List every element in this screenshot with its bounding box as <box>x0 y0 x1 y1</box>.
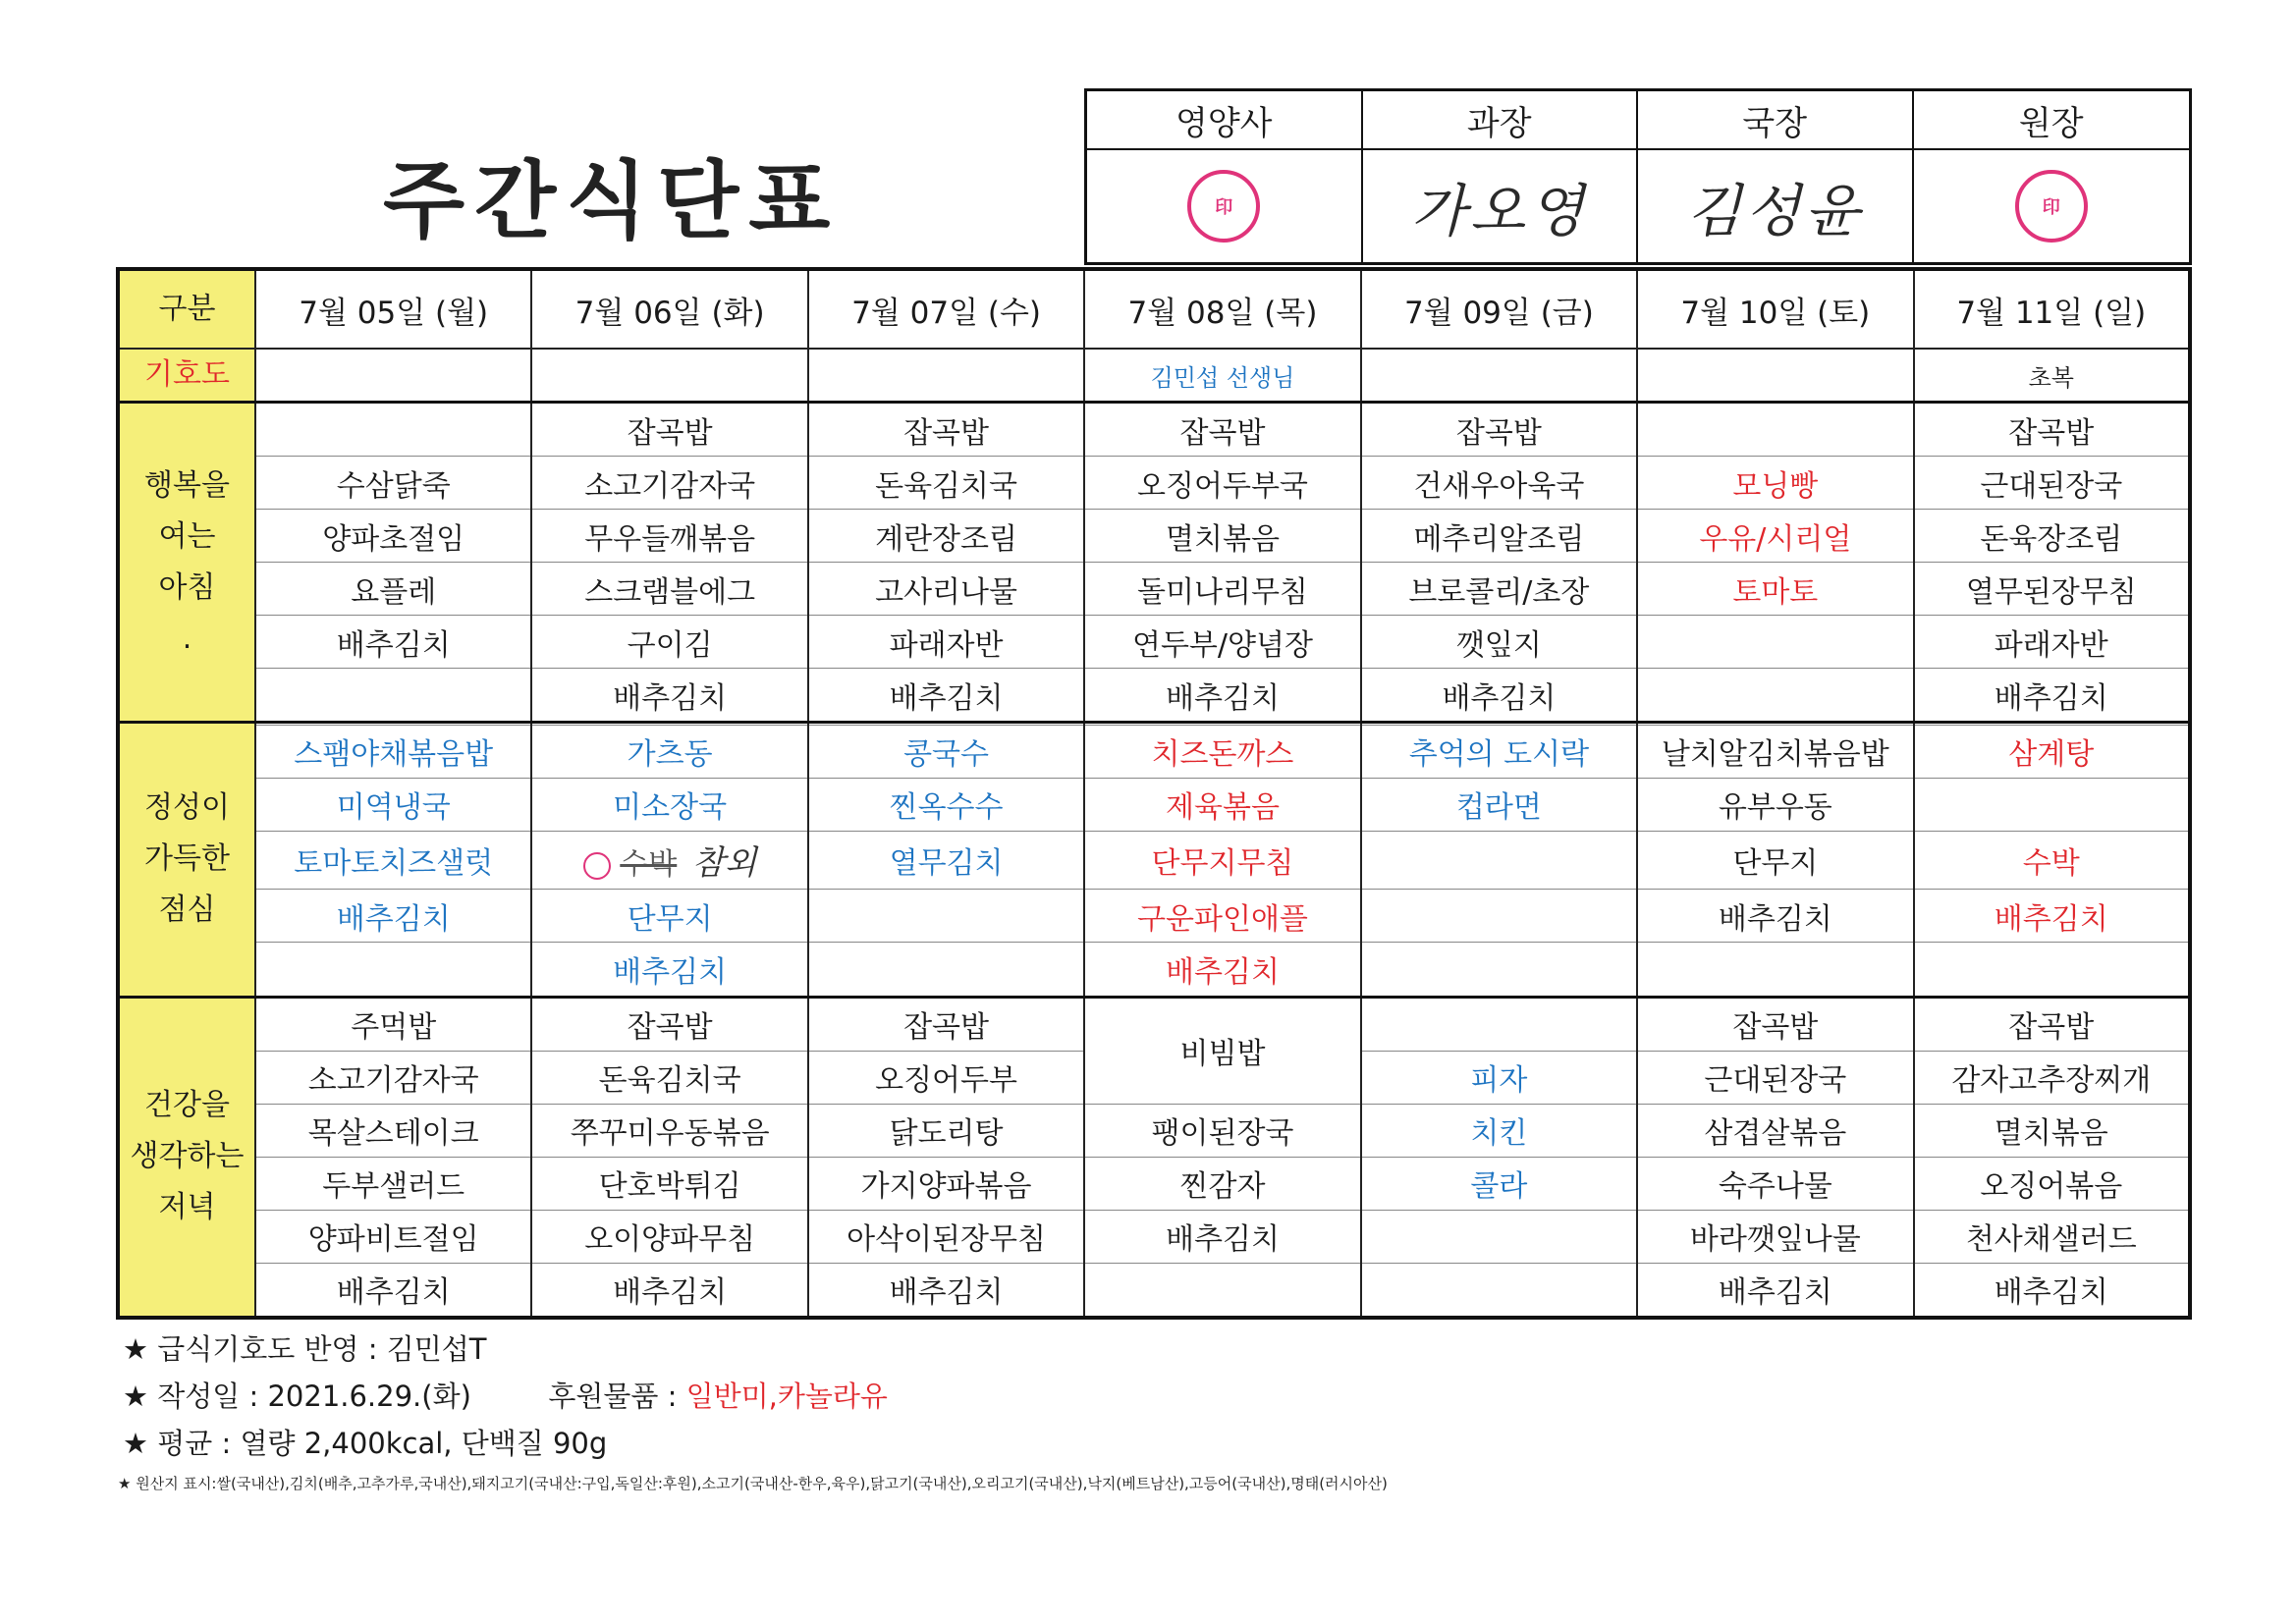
menu-cell: 단무지 <box>531 890 807 943</box>
menu-cell: 배추김치 <box>1914 669 2190 723</box>
menu-cell: 찐옥수수 <box>808 778 1084 831</box>
approval-box <box>1084 88 2192 265</box>
day-header: 7월 07일 (수) <box>808 269 1084 349</box>
menu-cell: 배추김치 <box>1084 669 1360 723</box>
menu-cell: 양파비트절임 <box>255 1210 531 1263</box>
menu-cell: 제육볶음 <box>1084 778 1360 831</box>
menu-cell <box>255 943 531 997</box>
breakfast-row <box>118 616 2190 669</box>
menu-cell: 오징어두부국 <box>1084 457 1360 510</box>
menu-cell: 우유/시리얼 <box>1637 510 1913 563</box>
menu-cell: 잡곡밥 <box>1361 403 1637 457</box>
approval-header-director: 국장 <box>1638 91 1914 150</box>
preference-cell: 초복 <box>1914 349 2190 403</box>
preference-row <box>118 349 2190 403</box>
menu-cell: 단무지무침 <box>1084 831 1360 890</box>
menu-cell: 잡곡밥 <box>1084 403 1360 457</box>
menu-cell <box>1914 943 2190 997</box>
menu-cell: 토마토 <box>1637 563 1913 616</box>
lunch-row <box>118 943 2190 997</box>
menu-cell: 배추김치 <box>1637 1263 1913 1318</box>
menu-cell <box>1361 1210 1637 1263</box>
breakfast-row <box>118 510 2190 563</box>
menu-cell: 컵라면 <box>1361 778 1637 831</box>
signature-director: 김성윤 <box>1686 178 1864 244</box>
menu-cell: 치킨 <box>1361 1104 1637 1157</box>
day-header-row <box>118 269 2190 349</box>
dinner-row <box>118 1104 2190 1157</box>
menu-cell: 건새우아욱국 <box>1361 457 1637 510</box>
menu-cell-corrected <box>531 831 807 890</box>
note-nutrition: ★ 평균 : 열량 2,400kcal, 단백질 90g <box>123 1427 608 1460</box>
menu-cell: 단무지 <box>1637 831 1913 890</box>
note-donation-label: 후원물품 : <box>548 1380 678 1413</box>
menu-cell: 브로콜리/초장 <box>1361 563 1637 616</box>
menu-cell: 메추리알조림 <box>1361 510 1637 563</box>
menu-cell: 찐감자 <box>1084 1157 1360 1210</box>
menu-cell: 소고기감자국 <box>255 1051 531 1104</box>
menu-cell: 배추김치 <box>1084 943 1360 997</box>
handwritten-correction: 참외 <box>691 843 757 884</box>
preference-label: 기호도 <box>118 349 255 403</box>
dinner-row <box>118 1263 2190 1318</box>
menu-cell: 파래자반 <box>808 616 1084 669</box>
breakfast-row <box>118 457 2190 510</box>
menu-cell: 배추김치 <box>1084 1210 1360 1263</box>
menu-cell: 근대된장국 <box>1914 457 2190 510</box>
menu-cell <box>1637 943 1913 997</box>
menu-cell <box>1361 831 1637 890</box>
menu-cell: 닭도리탕 <box>808 1104 1084 1157</box>
day-header: 7월 06일 (화) <box>531 269 807 349</box>
preference-cell <box>531 349 807 403</box>
menu-cell: 콜라 <box>1361 1157 1637 1210</box>
seal-stamp-icon: 印 <box>2015 170 2088 243</box>
menu-cell: 파래자반 <box>1914 616 2190 669</box>
menu-cell <box>1361 997 1637 1051</box>
menu-cell: 잡곡밥 <box>1637 997 1913 1051</box>
menu-cell: 돌미나리무침 <box>1084 563 1360 616</box>
menu-cell: 팽이된장국 <box>1084 1104 1360 1157</box>
menu-cell <box>1361 1263 1637 1318</box>
signature-manager: 가오영 <box>1410 178 1588 244</box>
menu-cell: 쭈꾸미우동볶음 <box>531 1104 807 1157</box>
note-date-donation <box>123 1373 888 1420</box>
preference-cell <box>1361 349 1637 403</box>
menu-cell: 배추김치 <box>1637 890 1913 943</box>
approval-header-head: 원장 <box>1914 91 2190 150</box>
menu-cell: 열무김치 <box>808 831 1084 890</box>
menu-cell: 구운파인애플 <box>1084 890 1360 943</box>
menu-cell <box>1361 943 1637 997</box>
menu-cell: 아삭이된장무침 <box>808 1210 1084 1263</box>
preference-cell <box>255 349 531 403</box>
preference-cell: 김민섭 선생님 <box>1084 349 1360 403</box>
note-donation-value: 일반미,카놀라유 <box>685 1380 888 1413</box>
day-header: 7월 11일 (일) <box>1914 269 2190 349</box>
menu-cell: 단호박튀김 <box>531 1157 807 1210</box>
menu-cell: 가지양파볶음 <box>808 1157 1084 1210</box>
preference-cell <box>1637 349 1913 403</box>
approval-header-dietitian: 영양사 <box>1087 91 1363 150</box>
menu-cell: 배추김치 <box>255 890 531 943</box>
menu-cell: 깻잎지 <box>1361 616 1637 669</box>
dinner-row <box>118 1157 2190 1210</box>
menu-cell: 배추김치 <box>1914 1263 2190 1318</box>
menu-cell: 콩국수 <box>808 725 1084 778</box>
menu-cell <box>1914 778 2190 831</box>
menu-cell: 배추김치 <box>531 943 807 997</box>
menu-cell: 배추김치 <box>808 669 1084 723</box>
breakfast-row <box>118 403 2190 457</box>
menu-cell: 계란장조림 <box>808 510 1084 563</box>
menu-cell: 멸치볶음 <box>1084 510 1360 563</box>
lunch-label: 정성이 가득한 점심 <box>118 723 255 997</box>
menu-cell: 비빔밥 <box>1084 997 1360 1104</box>
menu-cell: 바라깻잎나물 <box>1637 1210 1913 1263</box>
menu-cell: 돈육장조림 <box>1914 510 2190 563</box>
menu-cell <box>255 669 531 723</box>
menu-cell: 모닝빵 <box>1637 457 1913 510</box>
menu-cell: 돈육김치국 <box>531 1051 807 1104</box>
correction-stamp-icon <box>583 852 611 880</box>
dinner-row <box>118 997 2190 1051</box>
notes-section <box>123 1325 888 1467</box>
day-header: 7월 05일 (월) <box>255 269 531 349</box>
menu-cell: 소고기감자국 <box>531 457 807 510</box>
menu-cell: 배추김치 <box>255 1263 531 1318</box>
day-header: 7월 09일 (금) <box>1361 269 1637 349</box>
menu-cell <box>1637 403 1913 457</box>
menu-cell <box>1361 890 1637 943</box>
menu-cell: 잡곡밥 <box>531 997 807 1051</box>
breakfast-row <box>118 669 2190 723</box>
menu-cell: 잡곡밥 <box>808 997 1084 1051</box>
menu-cell: 돈육김치국 <box>808 457 1084 510</box>
category-header: 구분 <box>118 269 255 349</box>
approval-header-manager: 과장 <box>1363 91 1639 150</box>
dinner-label: 건강을 생각하는 저녁 <box>118 997 255 1318</box>
menu-cell: 가츠동 <box>531 725 807 778</box>
menu-cell <box>808 943 1084 997</box>
preference-cell <box>808 349 1084 403</box>
approval-signature-manager <box>1363 150 1639 262</box>
menu-cell: 천사채샐러드 <box>1914 1210 2190 1263</box>
weekly-menu-table <box>116 267 2192 1320</box>
menu-cell: 두부샐러드 <box>255 1157 531 1210</box>
approval-stamp-dietitian <box>1087 150 1363 262</box>
menu-cell: 양파초절임 <box>255 510 531 563</box>
menu-cell: 날치알김치볶음밥 <box>1637 725 1913 778</box>
menu-cell: 토마토치즈샐럿 <box>255 831 531 890</box>
breakfast-label: 행복을 여는 아침 . <box>118 403 255 723</box>
menu-cell: 미소장국 <box>531 778 807 831</box>
menu-cell: 요플레 <box>255 563 531 616</box>
menu-cell: 배추김치 <box>808 1263 1084 1318</box>
menu-cell <box>1084 1263 1360 1318</box>
struck-menu-item: 수박 <box>620 847 678 883</box>
menu-cell: 무우들깨볶음 <box>531 510 807 563</box>
dinner-row <box>118 1210 2190 1263</box>
lunch-row <box>118 890 2190 943</box>
menu-cell: 배추김치 <box>255 616 531 669</box>
menu-cell: 연두부/양념장 <box>1084 616 1360 669</box>
lunch-row <box>118 831 2190 890</box>
menu-cell: 치즈돈까스 <box>1084 725 1360 778</box>
menu-cell: 미역냉국 <box>255 778 531 831</box>
menu-cell: 근대된장국 <box>1637 1051 1913 1104</box>
menu-cell: 잡곡밥 <box>1914 403 2190 457</box>
menu-cell: 삼겹살볶음 <box>1637 1104 1913 1157</box>
menu-cell: 유부우동 <box>1637 778 1913 831</box>
menu-cell: 오징어볶음 <box>1914 1157 2190 1210</box>
approval-signature-director <box>1638 150 1914 262</box>
menu-cell: 목살스테이크 <box>255 1104 531 1157</box>
day-header: 7월 08일 (목) <box>1084 269 1360 349</box>
menu-cell: 피자 <box>1361 1051 1637 1104</box>
menu-cell: 멸치볶음 <box>1914 1104 2190 1157</box>
approval-stamp-head <box>1914 150 2190 262</box>
menu-cell: 배추김치 <box>1361 669 1637 723</box>
note-date: ★ 작성일 : 2021.6.29.(화) <box>123 1380 471 1413</box>
menu-cell: 잡곡밥 <box>531 403 807 457</box>
note-preference: ★ 급식기호도 반영 : 김민섭T <box>123 1332 487 1366</box>
menu-cell: 주먹밥 <box>255 997 531 1051</box>
menu-cell <box>1637 669 1913 723</box>
seal-stamp-icon: 印 <box>1187 170 1260 243</box>
menu-cell: 숙주나물 <box>1637 1157 1913 1210</box>
menu-cell: 배추김치 <box>531 1263 807 1318</box>
menu-cell: 배추김치 <box>531 669 807 723</box>
page-title: 주간식단표 <box>383 152 841 250</box>
menu-cell: 삼계탕 <box>1914 725 2190 778</box>
breakfast-row <box>118 563 2190 616</box>
menu-cell <box>1637 616 1913 669</box>
menu-cell <box>808 890 1084 943</box>
menu-cell: 추억의 도시락 <box>1361 725 1637 778</box>
menu-cell <box>255 403 531 457</box>
menu-cell: 배추김치 <box>1914 890 2190 943</box>
menu-cell: 스팸야채볶음밥 <box>255 725 531 778</box>
menu-cell: 감자고추장찌개 <box>1914 1051 2190 1104</box>
menu-cell: 열무된장무침 <box>1914 563 2190 616</box>
day-header: 7월 10일 (토) <box>1637 269 1913 349</box>
menu-cell: 잡곡밥 <box>1914 997 2190 1051</box>
lunch-row <box>118 725 2190 778</box>
menu-cell: 수삼닭죽 <box>255 457 531 510</box>
menu-cell: 잡곡밥 <box>808 403 1084 457</box>
menu-cell: 스크램블에그 <box>531 563 807 616</box>
menu-cell: 수박 <box>1914 831 2190 890</box>
menu-cell: 고사리나물 <box>808 563 1084 616</box>
menu-cell: 구이김 <box>531 616 807 669</box>
lunch-row <box>118 778 2190 831</box>
menu-cell: 오이양파무침 <box>531 1210 807 1263</box>
origin-footnote: ★ 원산지 표시:쌀(국내산),김치(배추,고추가루,국내산),돼지고기(국내산:구입,독일산:후원),소고기(국내산-한우,육우),닭고기(국내산),오리고기(국내산),낙지(베트남산),고등어(국내산),명태(러시아산) <box>118 1475 1388 1492</box>
menu-cell: 오징어두부 <box>808 1051 1084 1104</box>
